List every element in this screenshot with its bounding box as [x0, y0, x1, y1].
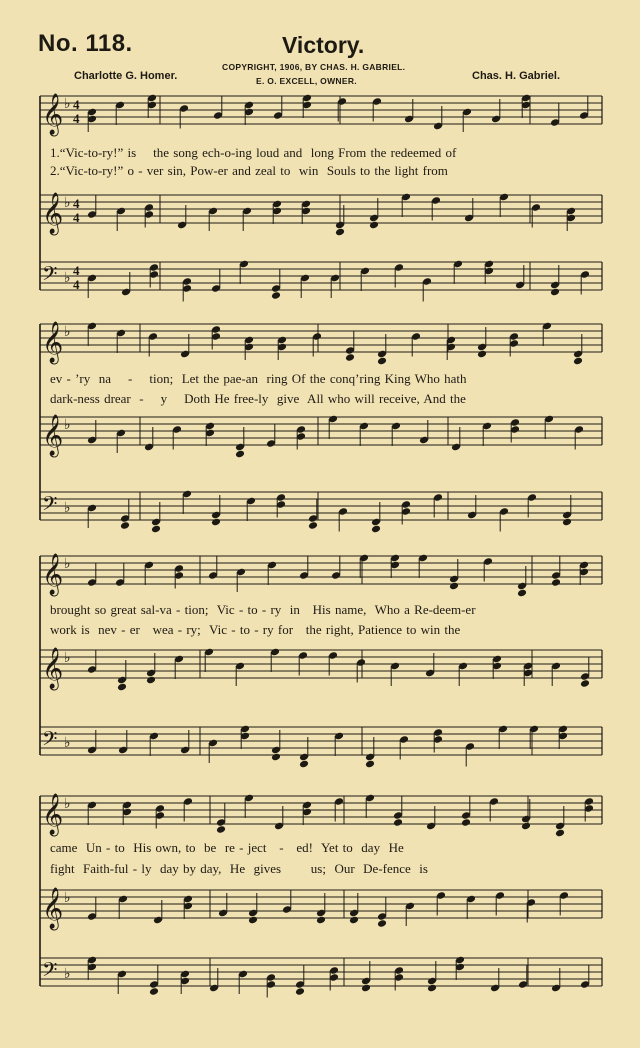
flat-sign-icon: ♭	[64, 650, 71, 666]
time-signature-bottom: 4	[73, 277, 80, 292]
treble-clef-icon: 𝄞	[42, 648, 64, 689]
note-head	[517, 589, 527, 598]
flat-sign-icon: ♭	[64, 890, 71, 906]
lyric-line-verse-1: came Un - to His own, to be re - ject - ed! Yet to day He	[50, 840, 404, 855]
note-head	[211, 518, 221, 527]
flat-sign-icon: ♭	[64, 966, 71, 982]
lyric-line-verse-2: work is nev - er wea - ry; Vic - to - ry for the right, Patience to win the	[50, 622, 461, 637]
note-head	[365, 760, 375, 769]
time-signature-top: 4	[73, 97, 80, 112]
note-head	[369, 221, 379, 230]
note-head	[580, 679, 590, 688]
lyric-line-verse-2: 2.“Vic-to-ry!” o - ver sin, Pow-er and zeal to win Souls to the light from	[50, 163, 448, 178]
flat-sign-icon: ♭	[64, 324, 71, 340]
lyric-line-verse-1: 1.“Vic-to-ry!” is the song ech-o-ing loud and long From the redeemed of	[50, 145, 457, 160]
flat-sign-icon: ♭	[64, 96, 71, 112]
note-head	[562, 518, 572, 527]
treble-clef-icon: 𝄞	[42, 415, 64, 456]
flat-sign-icon: ♭	[64, 500, 71, 516]
note-head	[271, 753, 281, 762]
copyright-owner: E. O. EXCELL, OWNER.	[256, 76, 357, 86]
flat-sign-icon: ♭	[64, 796, 71, 812]
note-head	[349, 916, 359, 925]
composer-credit: Chas. H. Gabriel.	[472, 70, 561, 82]
flat-sign-icon: ♭	[64, 417, 71, 433]
note-head	[117, 683, 127, 692]
note-head	[550, 288, 560, 297]
flat-sign-icon: ♭	[64, 195, 71, 211]
note-head	[461, 818, 471, 827]
bass-clef-icon: 𝄢	[42, 262, 58, 290]
note-head	[371, 525, 381, 534]
lyric-line-verse-1: brought so great sal-va - tion; Vic - to - ry in His name, Who a Re-deem-er	[50, 602, 476, 617]
lyric-line-verse-1: ev - ’ry na - tion; Let the pae-an ring Of the conq’ring King Who hath	[50, 371, 467, 386]
lyric-line-verse-2: dark-ness drear - y Doth He free-ly give All who will receive, And the	[50, 391, 466, 406]
bass-clef-icon: 𝄢	[42, 727, 58, 755]
note-head	[361, 984, 371, 993]
time-signature-bottom: 4	[73, 210, 80, 225]
time-signature-top: 4	[73, 196, 80, 211]
treble-clef-icon: 𝄞	[42, 888, 64, 929]
note-head	[299, 760, 309, 769]
note-head	[573, 357, 583, 366]
hymn-number: No. 118.	[38, 30, 133, 57]
note-head	[377, 357, 387, 366]
note-head	[248, 916, 258, 925]
note-head	[551, 578, 561, 587]
flat-sign-icon: ♭	[64, 270, 71, 286]
note-head	[216, 825, 226, 834]
note-head	[316, 916, 326, 925]
note-head	[427, 984, 437, 993]
note-head	[393, 818, 403, 827]
hymn-title: Victory.	[282, 32, 365, 58]
lyricist-credit: Charlotte G. Homer.	[74, 70, 178, 82]
note-head	[149, 987, 159, 996]
note-head	[449, 582, 459, 591]
note-head	[521, 822, 531, 831]
bass-clef-icon: 𝄢	[42, 492, 58, 520]
time-signature-bottom: 4	[73, 111, 80, 126]
note-head	[120, 521, 130, 530]
note-head	[335, 228, 345, 237]
treble-clef-icon: 𝄞	[42, 94, 64, 135]
time-signature-top: 4	[73, 263, 80, 278]
note-head	[151, 525, 161, 534]
note-head	[271, 291, 281, 300]
bass-clef-icon: 𝄢	[42, 958, 58, 986]
treble-clef-icon: 𝄞	[42, 794, 64, 835]
note-head	[377, 919, 387, 928]
treble-clef-icon: 𝄞	[42, 554, 64, 595]
flat-sign-icon: ♭	[64, 735, 71, 751]
note-head	[295, 987, 305, 996]
flat-sign-icon: ♭	[64, 556, 71, 572]
treble-clef-icon: 𝄞	[42, 322, 64, 363]
note-head	[345, 353, 355, 362]
note-head	[146, 676, 156, 685]
note-head	[308, 521, 318, 530]
note-head	[477, 350, 487, 359]
lyric-line-verse-2: fight Faith-ful - ly day by day, He gives us; Our De-fence is	[50, 861, 428, 876]
copyright-notice: COPYRIGHT, 1906, BY CHAS. H. GABRIEL.	[222, 62, 406, 72]
treble-clef-icon: 𝄞	[42, 193, 64, 234]
note-head	[235, 450, 245, 459]
note-head	[555, 829, 565, 838]
